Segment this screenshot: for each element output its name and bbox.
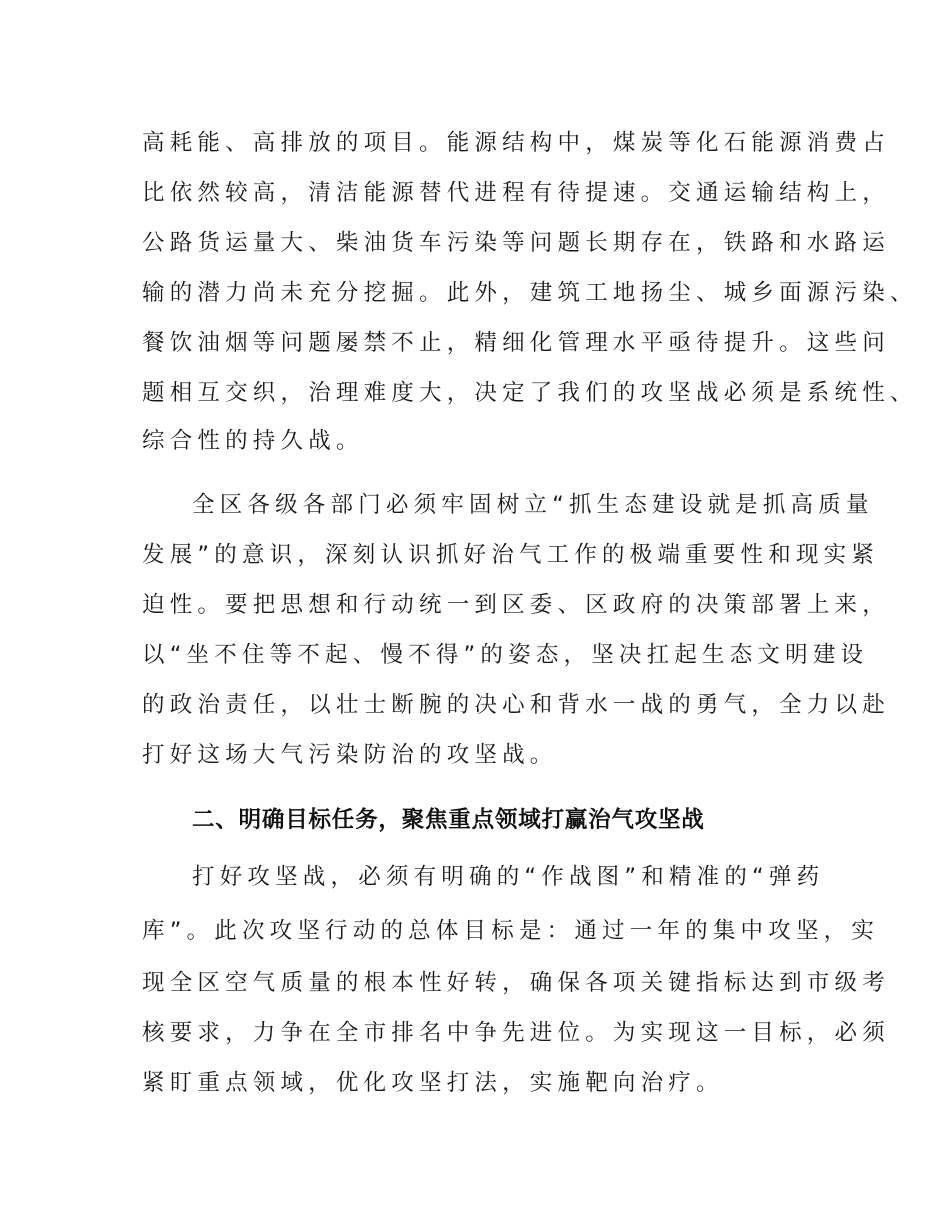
section-heading: 二、明确目标任务，聚焦重点领域打赢治气攻坚战	[192, 807, 705, 833]
text-line: 库”。此次攻坚行动的总体目标是：通过一年的集中攻坚，实	[142, 918, 880, 944]
text-line: 输的潜力尚未充分挖掘。此外，建筑工地扬尘、城乡面源污染、	[142, 280, 918, 306]
text-line: 综合性的持久战。	[142, 428, 364, 454]
text-line: 的政治责任，以壮士断腕的决心和背水一战的勇气，全力以赴	[142, 692, 890, 718]
text-line: 发展”的意识，深刻认识抓好治气工作的极端重要性和现实紧	[142, 542, 880, 568]
text-line: 高耗能、高排放的项目。能源结构中，煤炭等化石能源消费占	[142, 130, 890, 156]
text-line-indented: 全区各级各部门必须牢固树立“抓生态建设就是抓高质量	[192, 492, 874, 518]
text-line: 紧盯重点领域，优化攻坚打法，实施靶向治疗。	[142, 1070, 724, 1096]
text-line: 迫性。要把思想和行动统一到区委、区政府的决策部署上来，	[142, 592, 890, 618]
text-line: 题相互交织，治理难度大，决定了我们的攻坚战必须是系统性、	[142, 380, 918, 406]
text-line: 以“坐不住等不起、慢不得”的姿态，坚决扛起生态文明建设	[142, 642, 869, 668]
text-line: 比依然较高，清洁能源替代进程有待提速。交通运输结构上，	[142, 180, 890, 206]
text-line: 打好这场大气污染防治的攻坚战。	[142, 742, 558, 768]
text-line: 核要求，力争在全市排名中争先进位。为实现这一目标，必须	[142, 1020, 890, 1046]
text-line: 餐饮油烟等问题屡禁不止，精细化管理水平亟待提升。这些问	[142, 330, 890, 356]
text-line: 现全区空气质量的根本性好转，确保各项关键指标达到市级考	[142, 970, 890, 996]
text-line: 公路货运量大、柴油货车污染等问题长期存在，铁路和水路运	[142, 230, 890, 256]
text-line-indented: 打好攻坚战，必须有明确的“作战图”和精准的“弹药	[192, 864, 825, 890]
